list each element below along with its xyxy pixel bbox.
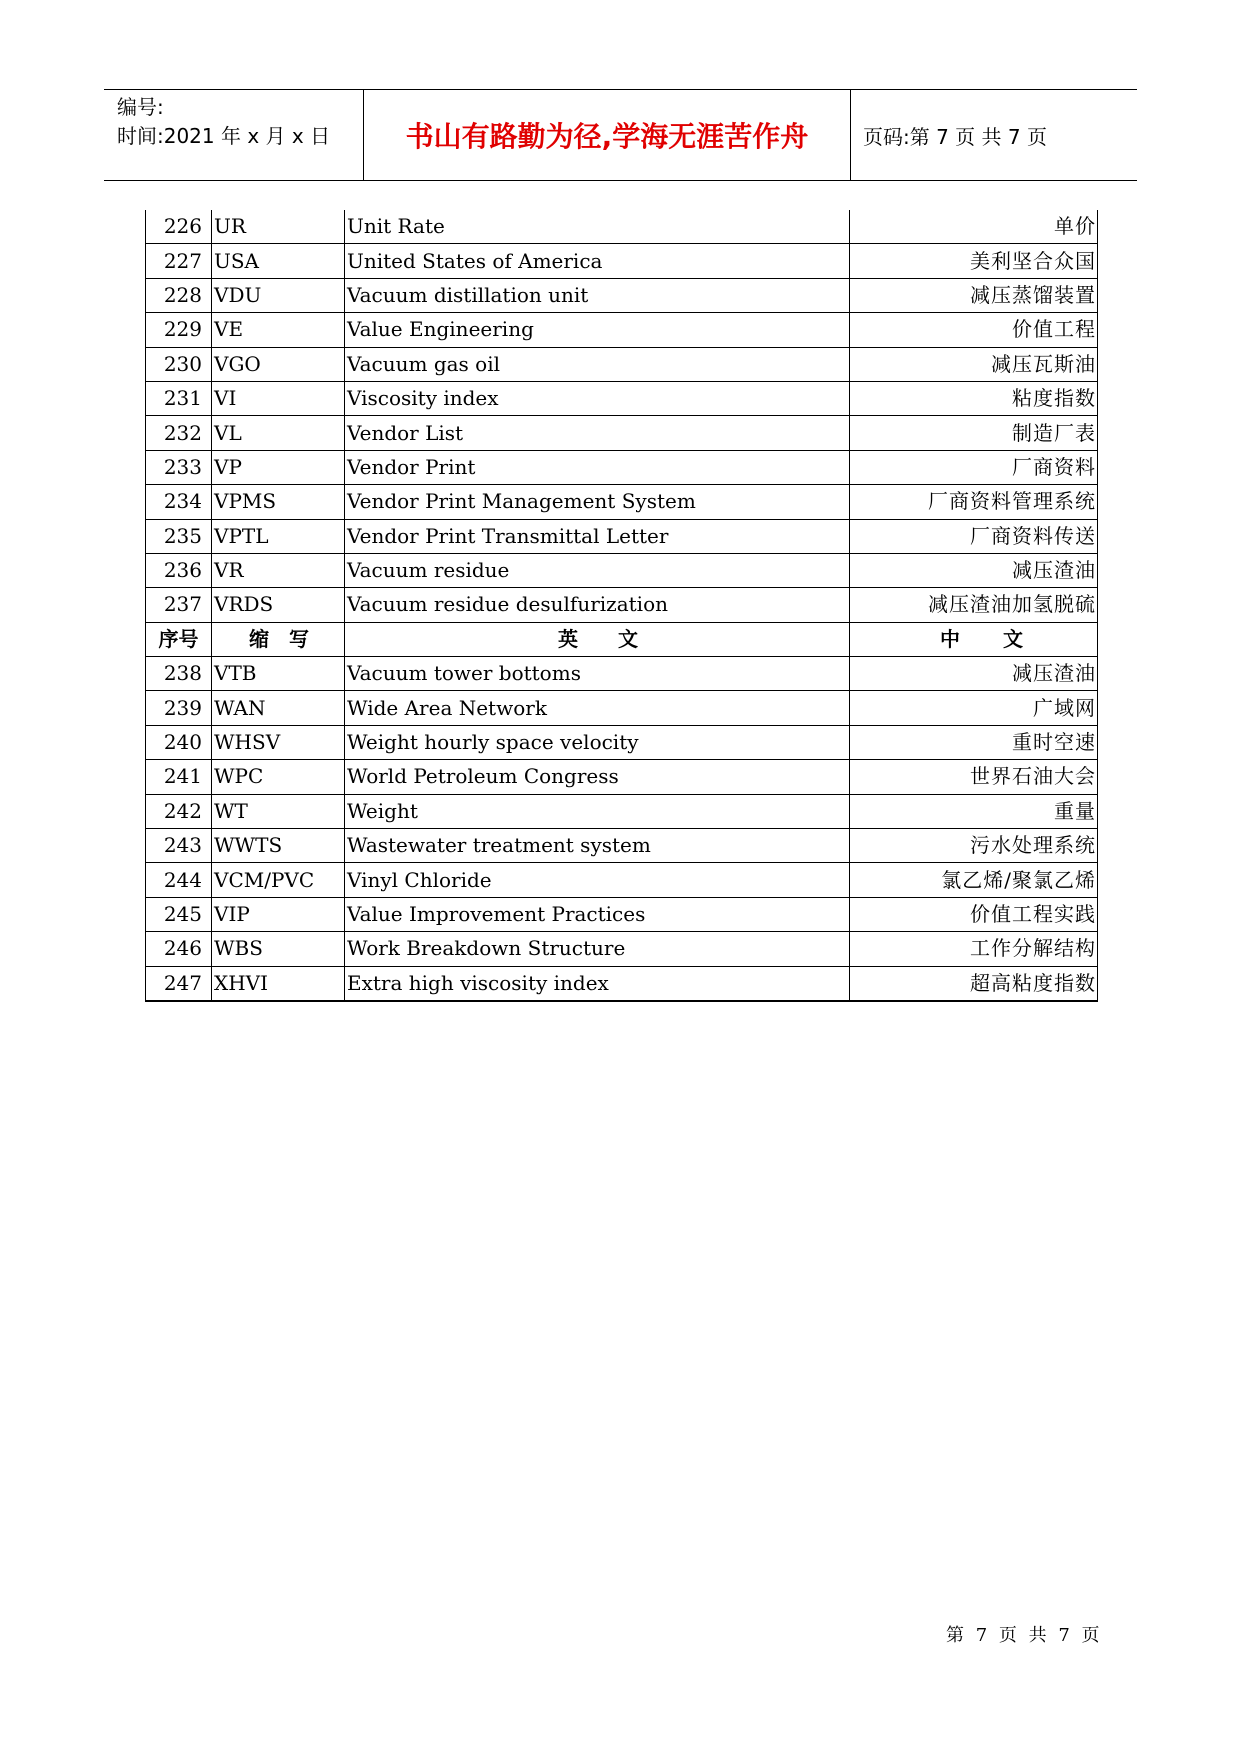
document-time-label: 时间:2021 年 x 月 x 日 <box>117 124 331 148</box>
row-english: Vacuum distillation unit <box>345 278 850 312</box>
table-row <box>146 932 1098 966</box>
table-row <box>146 210 1098 244</box>
row-chinese: 厂商资料 <box>850 450 1098 484</box>
row-chinese: 广域网 <box>850 691 1098 725</box>
table-row <box>146 691 1098 725</box>
row-chinese: 美利坚合众国 <box>850 244 1098 278</box>
row-number: 231 <box>146 381 212 415</box>
row-chinese: 价值工程 <box>850 313 1098 347</box>
row-number: 230 <box>146 347 212 381</box>
row-chinese: 重时空速 <box>850 725 1098 759</box>
row-chinese: 氯乙烯/聚氯乙烯 <box>850 863 1098 897</box>
row-chinese: 单价 <box>850 210 1098 244</box>
row-number: 228 <box>146 278 212 312</box>
row-english: Extra high viscosity index <box>345 966 850 1001</box>
document-number-label: 编号: <box>117 95 164 119</box>
header-motto <box>364 90 851 180</box>
row-chinese: 污水处理系统 <box>850 829 1098 863</box>
row-english: Weight <box>345 794 850 828</box>
row-abbreviation: XHVI <box>212 966 345 1001</box>
row-english: Weight hourly space velocity <box>345 725 850 759</box>
row-abbreviation: VCM/PVC <box>212 863 345 897</box>
table-row <box>146 347 1098 381</box>
glossary-header-section <box>146 622 1098 656</box>
row-english: Vacuum residue desulfurization <box>345 588 850 622</box>
header-chinese: 中 文 <box>850 622 1098 656</box>
row-chinese: 工作分解结构 <box>850 932 1098 966</box>
row-number: 233 <box>146 450 212 484</box>
row-abbreviation: USA <box>212 244 345 278</box>
row-english: Wastewater treatment system <box>345 829 850 863</box>
table-row <box>146 863 1098 897</box>
row-abbreviation: WPC <box>212 760 345 794</box>
row-abbreviation: UR <box>212 210 345 244</box>
row-number: 240 <box>146 725 212 759</box>
table-row <box>146 588 1098 622</box>
row-number: 244 <box>146 863 212 897</box>
table-row <box>146 760 1098 794</box>
row-number: 237 <box>146 588 212 622</box>
row-chinese: 减压蒸馏装置 <box>850 278 1098 312</box>
row-number: 241 <box>146 760 212 794</box>
row-abbreviation: VE <box>212 313 345 347</box>
row-english: Work Breakdown Structure <box>345 932 850 966</box>
row-abbreviation: WHSV <box>212 725 345 759</box>
page-header <box>104 89 1137 181</box>
row-abbreviation: WAN <box>212 691 345 725</box>
table-header-row <box>146 622 1098 656</box>
row-chinese: 制造厂表 <box>850 416 1098 450</box>
row-chinese: 粘度指数 <box>850 381 1098 415</box>
row-number: 235 <box>146 519 212 553</box>
row-chinese: 减压渣油 <box>850 657 1098 691</box>
row-abbreviation: VP <box>212 450 345 484</box>
row-english: Value Improvement Practices <box>345 897 850 931</box>
row-english: Vendor Print <box>345 450 850 484</box>
row-abbreviation: VPTL <box>212 519 345 553</box>
row-english: Unit Rate <box>345 210 850 244</box>
row-english: Vacuum tower bottoms <box>345 657 850 691</box>
table-row <box>146 450 1098 484</box>
glossary-table <box>145 210 1098 1002</box>
row-english: Wide Area Network <box>345 691 850 725</box>
table-row <box>146 416 1098 450</box>
row-abbreviation: VGO <box>212 347 345 381</box>
row-number: 243 <box>146 829 212 863</box>
glossary-rows-b <box>146 657 1098 1001</box>
table-row <box>146 381 1098 415</box>
row-abbreviation: VDU <box>212 278 345 312</box>
table-row <box>146 794 1098 828</box>
table-row <box>146 829 1098 863</box>
row-number: 232 <box>146 416 212 450</box>
table-row <box>146 553 1098 587</box>
row-english: Vendor List <box>345 416 850 450</box>
motto-text: 书山有路勤为径,学海无涯苦作舟 <box>405 120 809 153</box>
row-english: Vendor Print Management System <box>345 485 850 519</box>
table-row <box>146 725 1098 759</box>
row-number: 247 <box>146 966 212 1001</box>
row-english: Vendor Print Transmittal Letter <box>345 519 850 553</box>
row-abbreviation: VPMS <box>212 485 345 519</box>
header-meta <box>104 90 364 180</box>
row-abbreviation: VR <box>212 553 345 587</box>
table-row <box>146 657 1098 691</box>
row-abbreviation: WBS <box>212 932 345 966</box>
row-chinese: 世界石油大会 <box>850 760 1098 794</box>
row-abbreviation: WWTS <box>212 829 345 863</box>
row-chinese: 厂商资料管理系统 <box>850 485 1098 519</box>
row-english: Viscosity index <box>345 381 850 415</box>
row-number: 242 <box>146 794 212 828</box>
page-info-text: 页码:第 7 页 共 7 页 <box>863 124 1047 149</box>
header-abbr: 缩 写 <box>212 622 345 656</box>
row-english: Vacuum residue <box>345 553 850 587</box>
page-footer: 第 7 页 共 7 页 <box>946 1625 1100 1646</box>
row-number: 229 <box>146 313 212 347</box>
row-number: 236 <box>146 553 212 587</box>
table-row <box>146 897 1098 931</box>
row-english: United States of America <box>345 244 850 278</box>
row-number: 245 <box>146 897 212 931</box>
row-number: 227 <box>146 244 212 278</box>
row-chinese: 价值工程实践 <box>850 897 1098 931</box>
row-chinese: 减压渣油 <box>850 553 1098 587</box>
table-row <box>146 485 1098 519</box>
table-row <box>146 278 1098 312</box>
row-abbreviation: VTB <box>212 657 345 691</box>
row-number: 226 <box>146 210 212 244</box>
row-abbreviation: VL <box>212 416 345 450</box>
row-number: 238 <box>146 657 212 691</box>
header-page-info <box>851 90 1137 180</box>
row-english: World Petroleum Congress <box>345 760 850 794</box>
row-chinese: 重量 <box>850 794 1098 828</box>
row-abbreviation: VRDS <box>212 588 345 622</box>
table-row <box>146 244 1098 278</box>
row-number: 234 <box>146 485 212 519</box>
table-row <box>146 966 1098 1001</box>
row-english: Value Engineering <box>345 313 850 347</box>
header-english: 英 文 <box>345 622 850 656</box>
table-row <box>146 313 1098 347</box>
header-num: 序号 <box>146 622 212 656</box>
row-abbreviation: VIP <box>212 897 345 931</box>
table-row <box>146 519 1098 553</box>
row-number: 239 <box>146 691 212 725</box>
row-number: 246 <box>146 932 212 966</box>
row-chinese: 减压渣油加氢脱硫 <box>850 588 1098 622</box>
row-english: Vacuum gas oil <box>345 347 850 381</box>
row-abbreviation: VI <box>212 381 345 415</box>
row-abbreviation: WT <box>212 794 345 828</box>
row-chinese: 超高粘度指数 <box>850 966 1098 1001</box>
row-chinese: 厂商资料传送 <box>850 519 1098 553</box>
glossary-rows-a <box>146 210 1098 622</box>
row-chinese: 减压瓦斯油 <box>850 347 1098 381</box>
row-english: Vinyl Chloride <box>345 863 850 897</box>
